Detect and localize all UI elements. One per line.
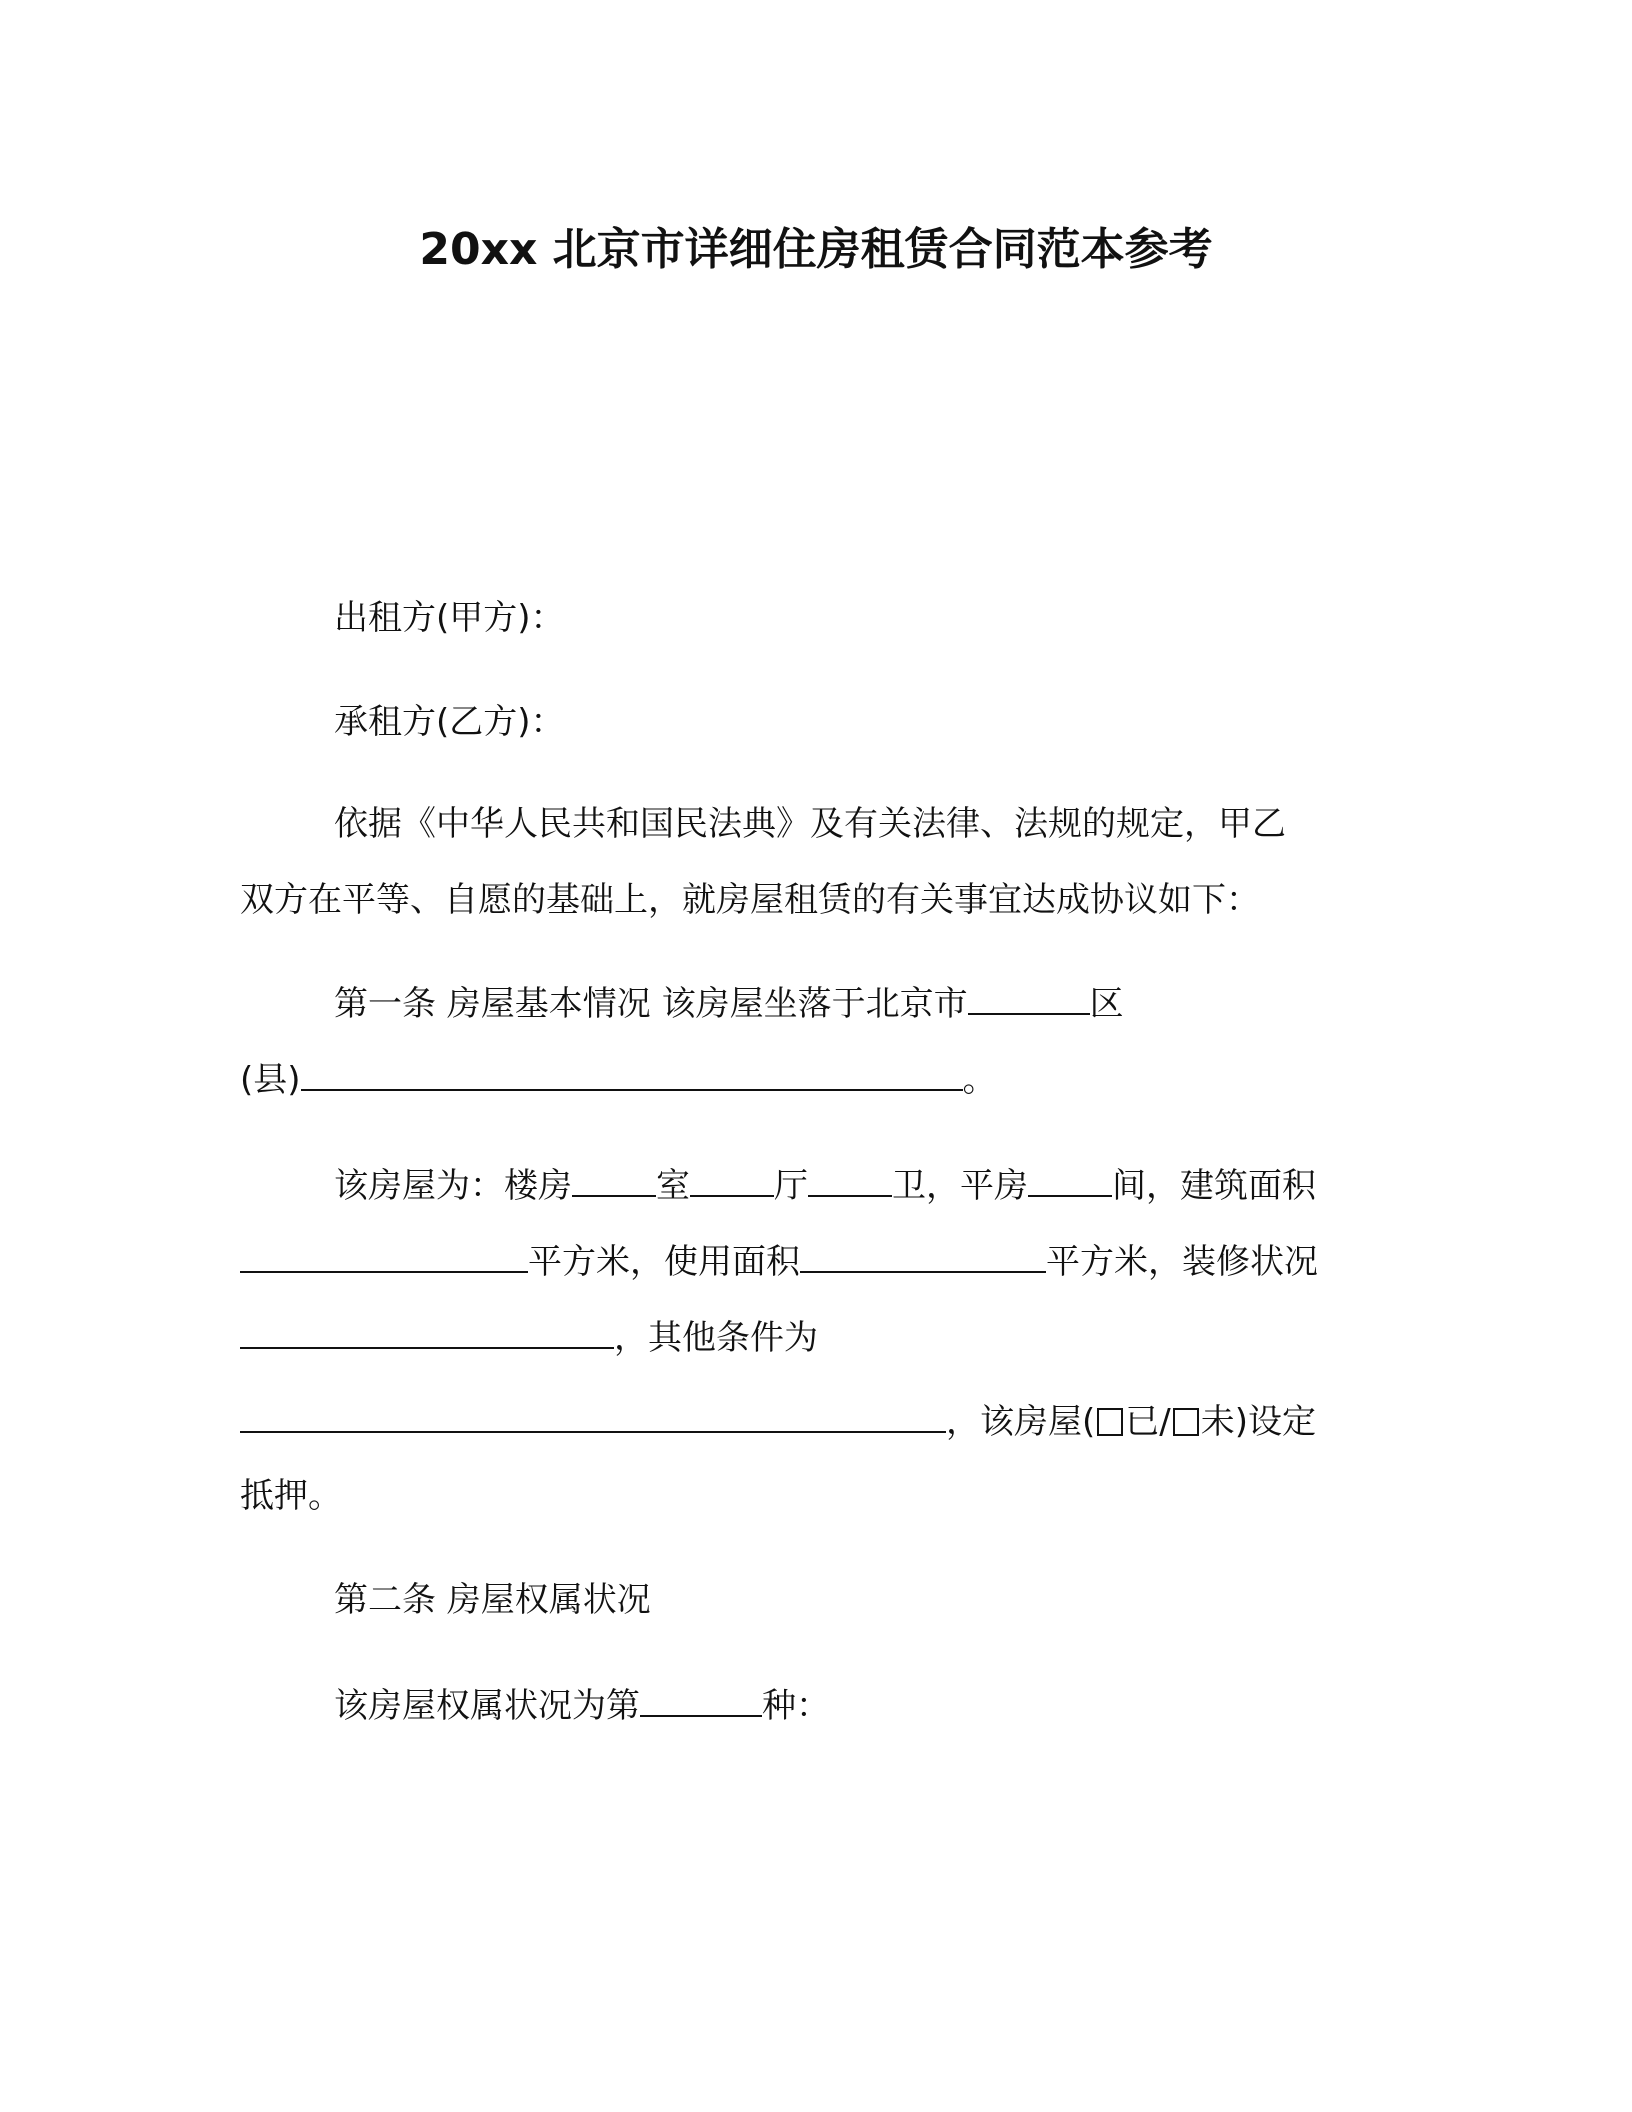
room-blank[interactable] bbox=[572, 1165, 656, 1197]
jian-label: 间，建筑面积 bbox=[1112, 1166, 1316, 1206]
ownership-status-label: 该房屋权属状况为第 bbox=[334, 1686, 640, 1726]
already-checkbox[interactable] bbox=[1097, 1408, 1123, 1436]
mortgage-line bbox=[240, 1400, 1316, 1444]
article2-heading: 第二条 房屋权属状况 bbox=[334, 1580, 651, 1620]
bath-label: 卫，平房 bbox=[892, 1166, 1028, 1206]
address-period: 。 bbox=[962, 1060, 997, 1100]
other-conditions-blank[interactable] bbox=[240, 1401, 946, 1433]
not-yet-checkbox[interactable] bbox=[1173, 1408, 1199, 1436]
already-label: 已/ bbox=[1125, 1402, 1171, 1442]
county-label: (县) bbox=[240, 1060, 301, 1100]
other-conditions-label: ，其他条件为 bbox=[614, 1318, 818, 1358]
county-line bbox=[240, 1058, 997, 1102]
area-line bbox=[240, 1240, 1318, 1284]
district-blank[interactable] bbox=[968, 983, 1090, 1015]
ownership-kind-label: 种： bbox=[762, 1686, 830, 1726]
hall-blank[interactable] bbox=[690, 1165, 774, 1197]
decoration-blank[interactable] bbox=[240, 1317, 614, 1349]
use-area-label: 平方米，使用面积 bbox=[528, 1242, 800, 1282]
room-label: 室 bbox=[656, 1166, 690, 1206]
document-title: 20xx 北京市详细住房租赁合同范本参考 bbox=[419, 224, 1213, 275]
bath-blank[interactable] bbox=[808, 1165, 892, 1197]
mortgage-label-a: ，该房屋( bbox=[946, 1402, 1096, 1442]
hall-label: 厅 bbox=[774, 1166, 808, 1206]
article1-heading-line bbox=[334, 982, 1124, 1026]
house-is-label: 该房屋为：楼房 bbox=[334, 1166, 572, 1206]
decoration-line bbox=[240, 1316, 818, 1360]
district-label: 区 bbox=[1089, 984, 1124, 1024]
basis-line-1: 依据《中华人民共和国民法典》及有关法律、法规的规定，甲乙 bbox=[334, 804, 1286, 844]
use-area-blank[interactable] bbox=[800, 1241, 1046, 1273]
not-yet-label: 未)设定 bbox=[1200, 1402, 1316, 1442]
ownership-type-blank[interactable] bbox=[640, 1685, 762, 1717]
mortgage-end: 抵押。 bbox=[240, 1476, 342, 1516]
lessor-label: 出租方(甲方)： bbox=[334, 598, 565, 638]
basis-line-2: 双方在平等、自愿的基础上，就房屋租赁的有关事宜达成协议如下： bbox=[240, 880, 1260, 920]
house-type-line bbox=[334, 1164, 1316, 1208]
lessee-label: 承租方(乙方)： bbox=[334, 702, 565, 742]
decoration-label: 平方米，装修状况 bbox=[1046, 1242, 1318, 1282]
address-blank[interactable] bbox=[301, 1059, 963, 1091]
building-area-blank[interactable] bbox=[240, 1241, 528, 1273]
bungalow-rooms-blank[interactable] bbox=[1028, 1165, 1112, 1197]
article1-heading: 第一条 房屋基本情况 该房屋坐落于北京市 bbox=[334, 984, 968, 1024]
ownership-status-line bbox=[334, 1684, 830, 1728]
